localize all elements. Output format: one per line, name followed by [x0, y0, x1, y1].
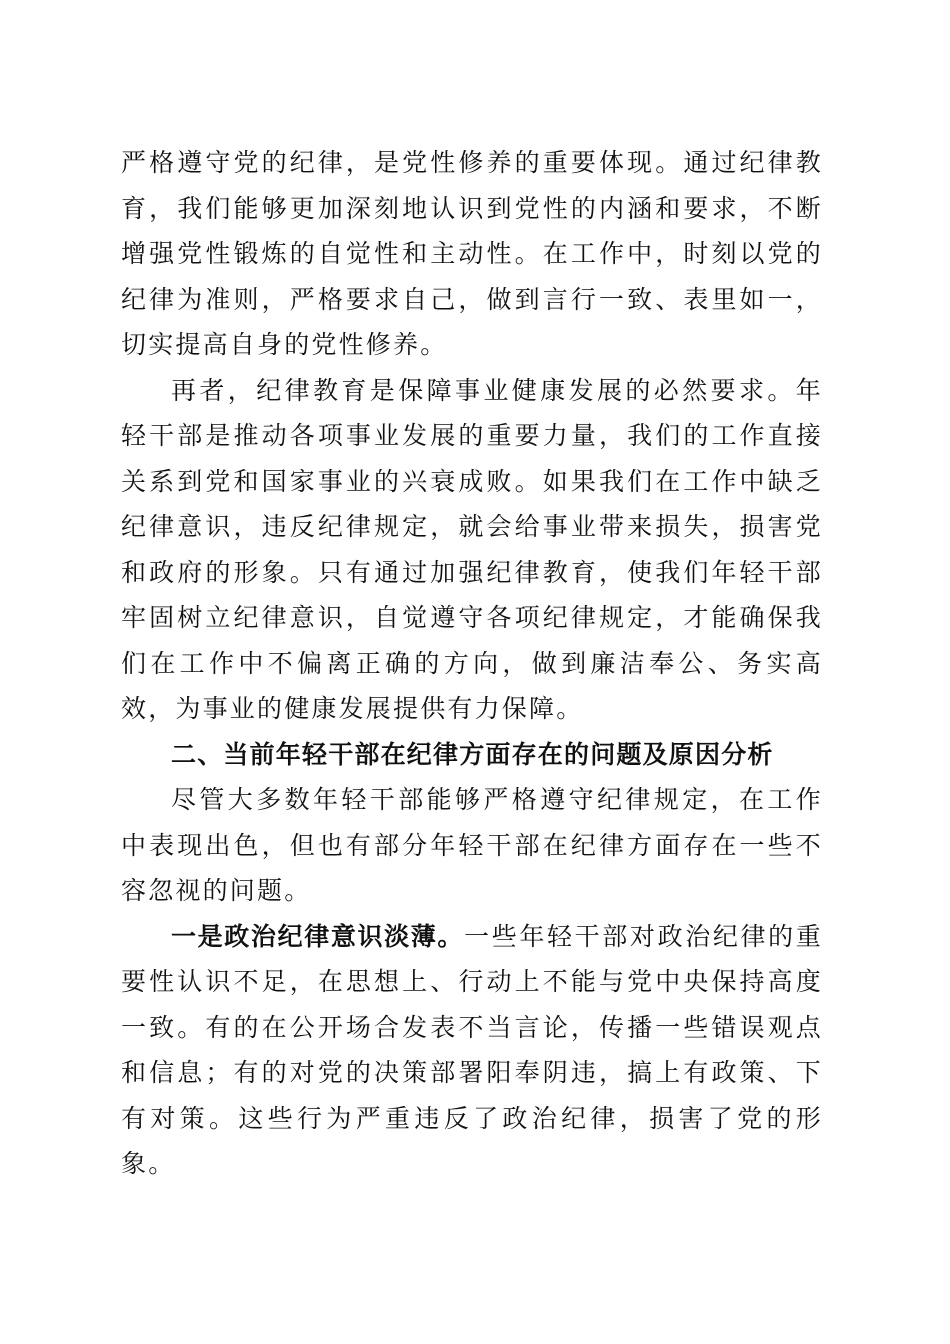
document-body — [121, 140, 823, 1187]
paragraph-party-spirit: 严格遵守党的纪律，是党性修养的重要体现。通过纪律教育，我们能够更加深刻地认识到党性的内涵和要求，不断增强党性锻炼的自觉性和主动性。在工作中，时刻以党的纪律为准则，严格要求自己，做到言行一致、表里如一，切实提高自身的党性修养。 — [121, 148, 823, 359]
paragraph-lead-text: 一是政治纪律意识淡薄。 — [171, 921, 465, 951]
paragraph-problems-intro: 尽管大多数年轻干部能够严格遵守纪律规定，在工作中表现出色，但也有部分年轻干部在纪律方面存在一些不容忽视的问题。 — [121, 785, 823, 905]
paragraph-political-discipline — [121, 914, 823, 1187]
paragraph-career-development: 再者，纪律教育是保障事业健康发展的必然要求。年轻干部是推动各项事业发展的重要力量，我们的工作直接关系到党和国家事业的兴衰成败。如果我们在工作中缺乏纪律意识，违反纪律规定，就会给事业带来损失，损害党和政府的形象。只有通过加强纪律教育，使我们年轻干部牢固树立纪律意识，自觉遵守各项纪律规定，才能确保我们在工作中不偏离正确的方向，做到廉洁奉公、务实高效，为事业的健康发展提供有力保障。 — [121, 375, 823, 723]
section-heading: 二、当前年轻干部在纪律方面存在的问题及原因分析 — [171, 739, 774, 769]
paragraph-body-text: 一些年轻干部对政治纪律的重要性认识不足，在思想上、行动上不能与党中央保持高度一致。有的在公开场合发表不当言论，传播一些错误观点和信息；有的对党的决策部署阳奉阴违，搞上有政策、下有对策。这些行为严重违反了政治纪律，损害了党的形象。 — [121, 921, 823, 1178]
